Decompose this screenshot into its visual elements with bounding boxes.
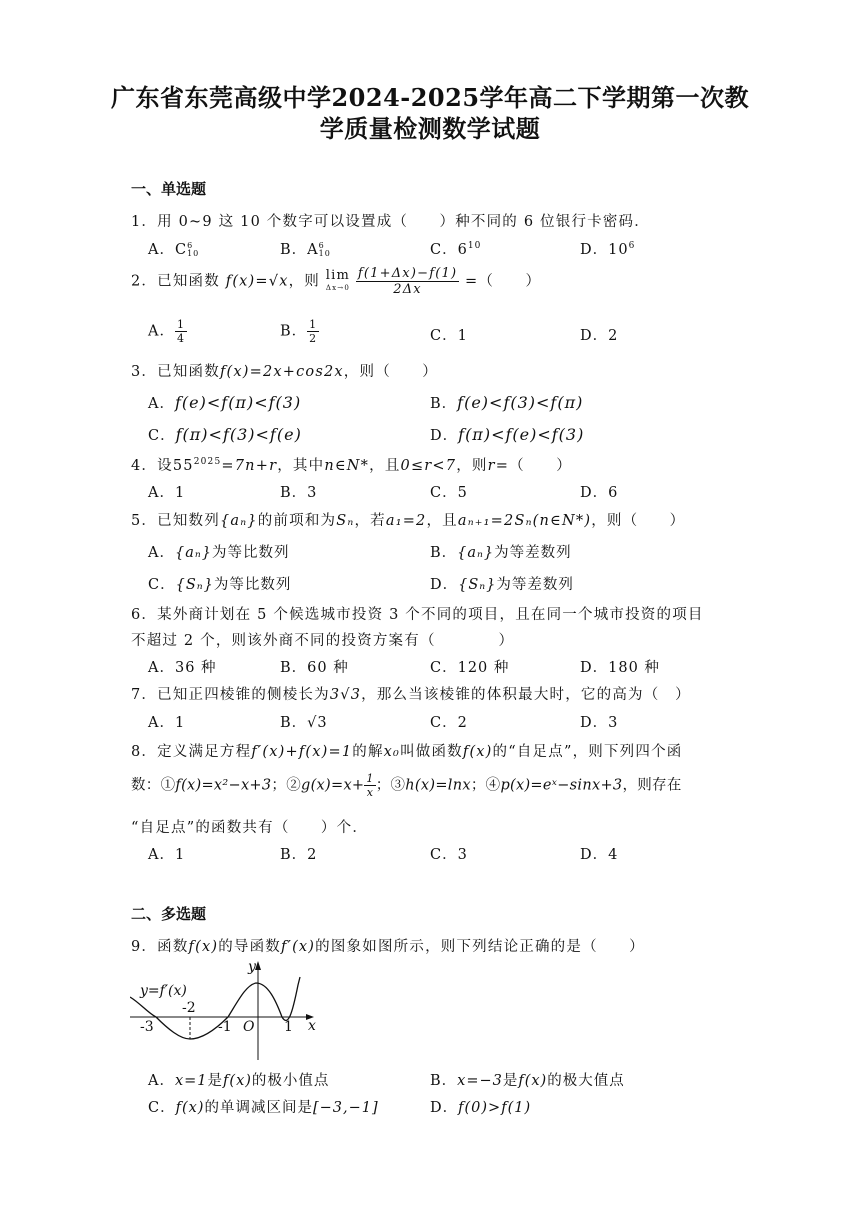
- section-multi-choice: 二、多选题: [131, 905, 207, 923]
- q7-option-c: C．2: [430, 715, 468, 731]
- tick-label-minus-2: -2: [182, 1000, 196, 1016]
- question-4: 4．设$55^{2025}=7n+r$，其中n∈N*，且0≤r<7，则r=（ ）: [131, 457, 572, 474]
- q3-option-a: A．f(e)<f(π)<f(3): [148, 393, 302, 412]
- q9-option-d: D．f(0)>f(1): [430, 1100, 532, 1116]
- q4-option-a: A．1: [148, 485, 186, 501]
- q1-option-c: C．$6^{10}$: [430, 241, 482, 258]
- q4-option-d: D．6: [580, 485, 619, 501]
- question-5: 5．已知数列{aₙ}的前项和为Sₙ，若a₁=2，且aₙ₊₁=2Sₙ(n∈N*)，则（ ）: [131, 513, 686, 529]
- q1-option-d: D．$10^6$: [580, 241, 636, 258]
- q2-option-c: C．1: [430, 328, 468, 344]
- q6-option-a: A．36 种: [148, 660, 217, 676]
- derivative-graph: [130, 955, 330, 1063]
- section-single-choice: 一、单选题: [131, 180, 207, 198]
- q2-option-d: D．2: [580, 328, 619, 344]
- y-axis-label: y: [248, 959, 256, 975]
- q5-option-c: C．{Sₙ}为等比数列: [148, 577, 292, 593]
- question-8-line2: 数：①f(x)=x²−x+3；②g(x)=x+ $\frac{1}{x}$ ；③h(x)=lnx；④p(x)=eˣ−sinx+3，则存在: [131, 772, 682, 799]
- q9-option-c: C．f(x)的单调减区间是[−3,−1]: [148, 1100, 379, 1116]
- q7-option-b: B．√3: [280, 715, 328, 731]
- q6-option-c: C．120 种: [430, 660, 510, 676]
- question-1: 1．用 0~9 这 10 个数字可以设置成（ ）种不同的 6 位银行卡密码．: [131, 214, 650, 230]
- question-7: 7．已知正四棱锥的侧棱长为3√3，那么当该棱锥的体积最大时，它的高为（ ）: [131, 687, 691, 703]
- q6-option-d: D．180 种: [580, 660, 660, 676]
- q1-option-b: B．A6 10: [280, 241, 331, 258]
- q8-option-a: A．1: [148, 847, 186, 863]
- curve-label: y=f′(x): [140, 983, 187, 999]
- question-6: 6．某外商计划在 5 个候选城市投资 3 个不同的项目，且在同一个城市投资的项目: [131, 607, 704, 623]
- q7-option-d: D．3: [580, 715, 619, 731]
- question-6-line2: 不超过 2 个，则该外商不同的投资方案有（ ）: [131, 633, 515, 649]
- q3-option-c: C．f(π)<f(3)<f(e): [148, 425, 302, 444]
- q5-option-a: A．{aₙ}为等比数列: [148, 545, 290, 561]
- q4-option-b: B．3: [280, 485, 318, 501]
- q5-option-b: B．{aₙ}为等差数列: [430, 545, 572, 561]
- tick-label-minus-3: -3: [140, 1019, 154, 1035]
- q8-option-d: D．4: [580, 847, 619, 863]
- q4-option-c: C．5: [430, 485, 468, 501]
- question-8: 8．定义满足方程f′(x)+f(x)=1的解x₀叫做函数f(x)的“自足点”，则下列四个函: [131, 744, 683, 760]
- page-title-line2: 学质量检测数学试题: [319, 114, 541, 143]
- q3-option-b: B．f(e)<f(3)<f(π): [430, 393, 584, 412]
- q9-option-b: B．x=−3是f(x)的极大值点: [430, 1073, 625, 1089]
- page-title: 广东省东莞高级中学2024-2025学年高二下学期第一次教: [110, 83, 750, 112]
- question-9: 9．函数f(x)的导函数f′(x)的图象如图所示，则下列结论正确的是（ ）: [131, 939, 645, 955]
- q2-option-a: A． $\frac{1}{4}$: [148, 318, 185, 345]
- q1-option-a: A．C6 10: [148, 241, 200, 258]
- q2-option-b: B． $\frac{1}{2}$: [280, 318, 318, 345]
- q6-option-b: B．60 种: [280, 660, 349, 676]
- q9-option-a: A．x=1是f(x)的极小值点: [148, 1073, 330, 1089]
- q3-option-d: D．f(π)<f(e)<f(3): [430, 425, 585, 444]
- q5-option-d: D．{Sₙ}为等差数列: [430, 577, 574, 593]
- tick-label-minus-1: -1: [218, 1019, 232, 1035]
- tick-label-1: 1: [284, 1019, 293, 1035]
- question-8-line3: “自足点”的函数共有（ ）个．: [131, 820, 369, 836]
- origin-label: O: [243, 1019, 255, 1035]
- x-axis-label: x: [308, 1018, 316, 1034]
- question-3: 3．已知函数f(x)=2x+cos2x，则（ ）: [131, 364, 438, 380]
- question-2: 2．已知函数 f(x)=√x，则 lim Δx→0 $\frac{f(1+\Delta x)-f(1)}{2\Delta x}$ =（ ）: [131, 266, 542, 297]
- q8-option-c: C．3: [430, 847, 468, 863]
- q7-option-a: A．1: [148, 715, 186, 731]
- q8-option-b: B．2: [280, 847, 318, 863]
